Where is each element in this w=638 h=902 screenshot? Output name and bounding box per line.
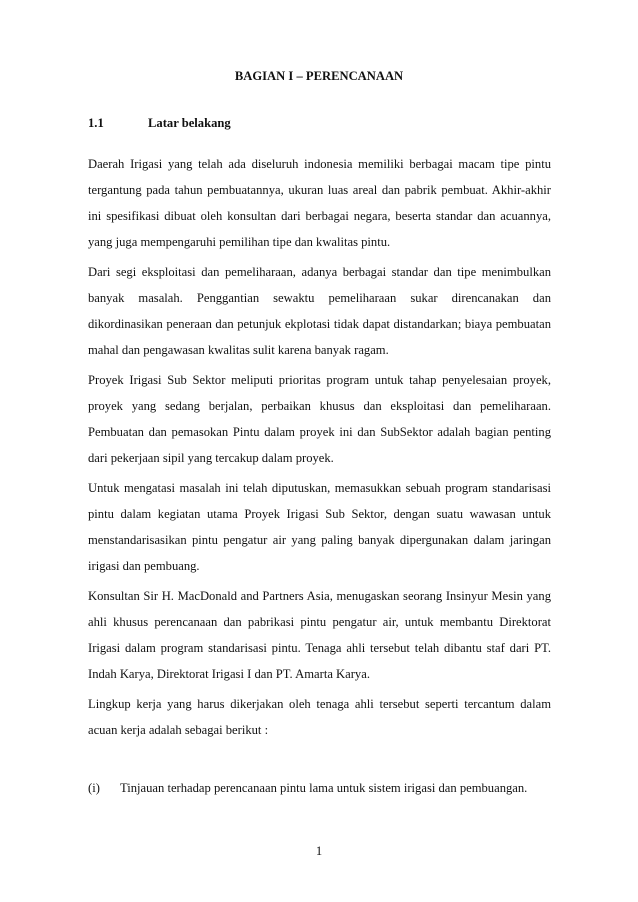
list-item [88, 775, 551, 801]
section-title: Latar belakang [148, 116, 231, 130]
paragraph: Untuk mengatasi masalah ini telah diputuskan, memasukkan sebuah program standarisasi pintu dalam kegiatan utama Proyek Irigasi Sub Sektor, dengan suatu wawasan untuk menstandarisasikan pintu pengatur air yang paling banyak dipergunakan dalam jaringan irigasi dan pembuang. [88, 481, 551, 573]
paragraph: Lingkup kerja yang harus dikerjakan oleh tenaga ahli tersebut seperti tercantum dalam acuan kerja adalah sebagai berikut : [88, 697, 551, 737]
chapter-title: BAGIAN I – PERENCANAAN [234, 69, 404, 83]
paragraph: Proyek Irigasi Sub Sektor meliputi prioritas program untuk tahap penyelesaian proyek, proyek yang sedang berjalan, perbaikan khusus dan eksploitasi dan pemeliharaan. Pembuatan dan pemasokan Pintu dalam proyek ini dan SubSektor adalah bagian penting dari pekerjaan sipil yang tercakup dalam proyek. [88, 373, 551, 465]
list-item-marker: (i) [88, 781, 100, 795]
paragraph: Daerah Irigasi yang telah ada diseluruh indonesia memiliki berbagai macam tipe pintu tergantung pada tahun pembuatannya, ukuran luas areal dan pabrik pembuat. Akhir-akhir ini spesifikasi dibuat oleh konsultan dari berbagai negara, beserta standar dan acuannya, yang juga mempengaruhi pemilihan tipe dan kwalitas pintu. [88, 157, 551, 249]
section-heading [88, 116, 231, 131]
paragraph: Konsultan Sir H. MacDonald and Partners Asia, menugaskan seorang Insinyur Mesin yang ahli khusus perencanaan dan pabrikasi pintu pengatur air, untuk membantu Direktorat Irigasi dalam program standarisasi pintu. Tenaga ahli tersebut telah dibantu staf dari PT. Indah Karya, Direktorat Irigasi I dan PT. Amarta Karya. [88, 589, 551, 681]
section-number: 1.1 [88, 116, 104, 130]
page-number: 1 [315, 844, 323, 858]
list-item-text: Tinjauan terhadap perencanaan pintu lama untuk sistem irigasi dan pembuangan. [120, 781, 528, 795]
paragraph: Dari segi eksploitasi dan pemeliharaan, adanya berbagai standar dan tipe menimbulkan banyak masalah. Penggantian sewaktu pemeliharaan sukar direncanakan dan dikordinasikan peneraan dan petunjuk ekplotasi tidak dapat distandarkan; biaya pembuatan mahal dan pengawasan kwalitas sulit karena banyak ragam. [88, 265, 551, 357]
